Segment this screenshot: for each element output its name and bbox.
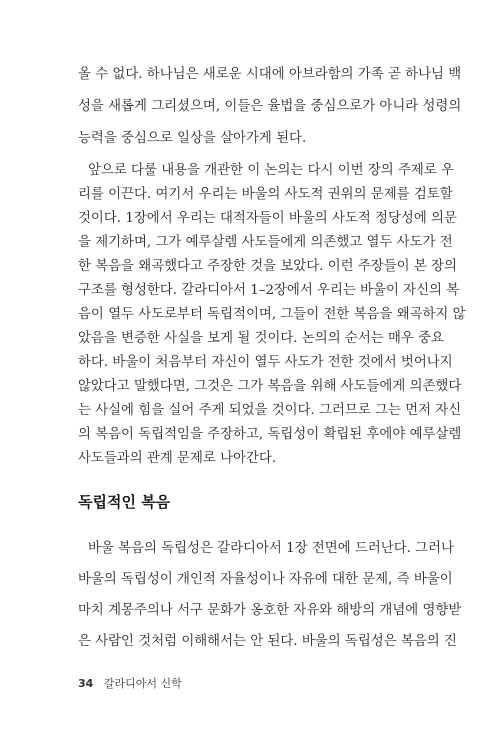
paragraph-2-line: 리를 이끈다. 여기서 우리는 바울의 사도적 권위의 문제를 검토할 <box>78 187 453 202</box>
paragraph-2-line: 것이다. 1장에서 우리는 대적자들이 바울의 사도적 정당성에 의문 <box>78 211 457 226</box>
paragraph-3-line: 은 사람인 것처럼 이해해서는 안 된다. 바울의 독립성은 복음의 진 <box>78 634 457 649</box>
paragraph-1-line: 올 수 없다. 하나님은 새로운 시대에 아브라함의 가족 곧 하나님 백 <box>78 67 462 82</box>
paragraph-1-line: 능력을 중심으로 일상을 살아가게 된다. <box>78 131 307 146</box>
paragraph-2-line: 는 사실에 힘을 실어 주게 되었을 것이다. 그러므로 그는 먼저 자신 <box>78 403 462 418</box>
paragraph-2-line: 구조를 형성한다. 갈라디아서 1–2장에서 우리는 바울이 자신의 복 <box>78 283 460 298</box>
paragraph-2-line: 의 복음이 독립적임을 주장하고, 독립성이 확립된 후에야 예루살렘 <box>78 427 462 442</box>
paragraph-2-line: 하다. 바울이 처음부터 자신이 열두 사도가 전한 것에서 벗어나지 <box>78 355 453 370</box>
paragraph-2-line: 한 복음을 왜곡했다고 주장한 것을 보았다. 이런 주장들이 본 장의 <box>78 259 457 274</box>
paragraph-2-line: 사도들과의 관계 문제로 나아간다. <box>78 451 277 466</box>
page-footer <box>78 677 182 691</box>
section-heading: 독립적인 복음 <box>78 493 171 511</box>
paragraph-2-line: 을 제기하며, 그가 예루살렘 사도들에게 의존했고 열두 사도가 전 <box>78 235 453 250</box>
paragraph-2-line: 앞으로 다룰 내용을 개관한 이 논의는 다시 이번 장의 주제로 우 <box>88 163 454 178</box>
running-title: 갈라디아서 신학 <box>103 677 182 690</box>
paragraph-1-line: 성을 새롭게 그리셨으며, 이들은 율법을 중심으로가 아니라 성령의 <box>78 99 462 114</box>
paragraph-3-line: 바울의 독립성이 개인적 자율성이나 자유에 대한 문제, 즉 바울이 <box>78 572 453 587</box>
page-number: 34 <box>78 677 94 690</box>
paragraph-3-line: 바울 복음의 독립성은 갈라디아서 1장 전면에 드러난다. 그러나 <box>88 541 454 556</box>
paragraph-2-line: 았음을 변증한 사실을 보게 될 것이다. 논의의 순서는 매우 중요 <box>78 331 444 346</box>
paragraph-2-line: 음이 열두 사도로부터 독립적이며, 그들이 전한 복음을 왜곡하지 않 <box>78 307 466 322</box>
paragraph-3-line: 마치 계몽주의나 서구 문화가 옹호한 자유와 해방의 개념에 영향받 <box>78 603 462 618</box>
paragraph-2-line: 않았다고 말했다면, 그것은 그가 복음을 위해 사도들에게 의존했다 <box>78 379 462 394</box>
